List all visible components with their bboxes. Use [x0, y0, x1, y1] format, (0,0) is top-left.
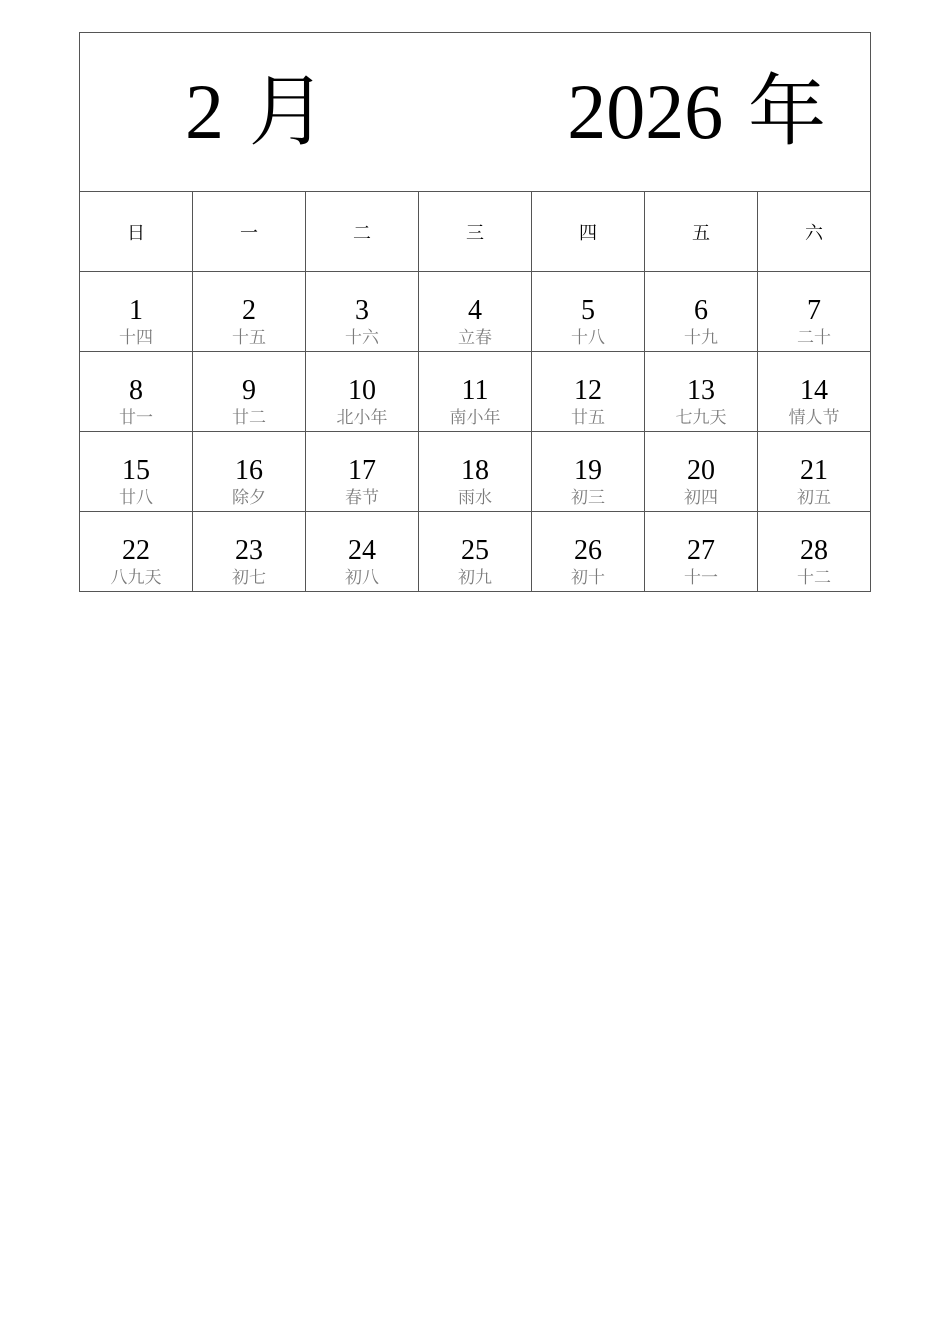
day-cell — [758, 272, 871, 352]
day-cell — [532, 432, 645, 512]
month-char: 月 — [248, 67, 327, 157]
day-cell — [193, 512, 306, 592]
day-cell — [80, 272, 193, 352]
weekday-sat: 六 — [758, 192, 871, 272]
day-number: 9 — [242, 375, 256, 406]
day-cell — [532, 272, 645, 352]
day-cell — [80, 432, 193, 512]
day-cell — [193, 352, 306, 432]
day-cell — [758, 432, 871, 512]
day-number: 10 — [348, 375, 376, 406]
day-cell — [419, 512, 532, 592]
calendar-table — [79, 32, 871, 592]
lunar-date: 廿二 — [232, 408, 266, 428]
day-number: 17 — [348, 455, 376, 486]
weekday-thu: 四 — [532, 192, 645, 272]
day-number: 25 — [461, 535, 489, 566]
day-cell — [419, 432, 532, 512]
day-number: 3 — [355, 295, 369, 326]
weekday-sun: 日 — [80, 192, 193, 272]
weekday-mon: 一 — [193, 192, 306, 272]
day-cell — [80, 352, 193, 432]
lunar-date: 南小年 — [449, 408, 501, 428]
weekday-wed: 三 — [419, 192, 532, 272]
calendar-header — [80, 33, 871, 192]
weeks-body — [80, 272, 871, 592]
day-number: 8 — [129, 375, 143, 406]
day-cell — [419, 352, 532, 432]
week-row — [80, 272, 871, 352]
lunar-date: 十六 — [345, 328, 379, 348]
month-title — [185, 67, 327, 157]
day-number: 18 — [461, 455, 489, 486]
lunar-date: 春节 — [345, 488, 379, 508]
week-row — [80, 352, 871, 432]
day-cell — [306, 352, 419, 432]
day-cell — [645, 352, 758, 432]
month-number: 2 — [185, 68, 224, 155]
lunar-date: 廿五 — [571, 408, 605, 428]
day-cell — [532, 512, 645, 592]
day-number: 2 — [242, 295, 256, 326]
year-number: 2026 — [567, 68, 724, 155]
lunar-date: 初五 — [797, 488, 831, 508]
day-cell — [419, 272, 532, 352]
day-number: 26 — [574, 535, 602, 566]
lunar-date: 除夕 — [232, 488, 266, 508]
day-number: 24 — [348, 535, 376, 566]
day-number: 28 — [800, 535, 828, 566]
lunar-date: 十四 — [119, 328, 153, 348]
day-number: 12 — [574, 375, 602, 406]
lunar-date: 二十 — [797, 328, 831, 348]
year-title — [567, 67, 826, 157]
day-cell — [306, 512, 419, 592]
day-number: 22 — [122, 535, 150, 566]
weekday-header-row — [80, 192, 871, 272]
day-number: 6 — [694, 295, 708, 326]
day-number: 4 — [468, 295, 482, 326]
lunar-date: 十二 — [797, 568, 831, 588]
lunar-date: 十五 — [232, 328, 266, 348]
day-cell — [758, 352, 871, 432]
day-cell — [532, 352, 645, 432]
day-cell — [193, 432, 306, 512]
day-number: 20 — [687, 455, 715, 486]
weekday-tue: 二 — [306, 192, 419, 272]
lunar-date: 雨水 — [458, 488, 492, 508]
year-char: 年 — [747, 67, 826, 157]
day-cell — [306, 432, 419, 512]
weekday-fri: 五 — [645, 192, 758, 272]
day-number: 13 — [687, 375, 715, 406]
lunar-date: 立春 — [458, 328, 492, 348]
day-cell — [193, 272, 306, 352]
day-cell — [758, 512, 871, 592]
lunar-date: 廿八 — [119, 488, 153, 508]
lunar-date: 初三 — [571, 488, 605, 508]
lunar-date: 北小年 — [336, 408, 388, 428]
lunar-date: 初八 — [345, 568, 379, 588]
day-cell — [80, 512, 193, 592]
day-number: 16 — [235, 455, 263, 486]
day-cell — [306, 272, 419, 352]
day-number: 15 — [122, 455, 150, 486]
day-cell — [645, 512, 758, 592]
lunar-date: 初七 — [232, 568, 266, 588]
lunar-date: 十八 — [571, 328, 605, 348]
lunar-date: 廿一 — [119, 408, 153, 428]
day-number: 19 — [574, 455, 602, 486]
day-number: 27 — [687, 535, 715, 566]
lunar-date: 初十 — [571, 568, 605, 588]
week-row — [80, 432, 871, 512]
lunar-date: 情人节 — [788, 408, 840, 428]
day-number: 7 — [807, 295, 821, 326]
week-row — [80, 512, 871, 592]
day-number: 5 — [581, 295, 595, 326]
day-number: 1 — [129, 295, 143, 326]
day-number: 11 — [461, 375, 489, 406]
day-cell — [645, 272, 758, 352]
lunar-date: 十九 — [684, 328, 718, 348]
lunar-date: 初九 — [458, 568, 492, 588]
day-cell — [645, 432, 758, 512]
day-number: 23 — [235, 535, 263, 566]
day-number: 14 — [800, 375, 828, 406]
lunar-date: 七九天 — [675, 408, 727, 428]
day-number: 21 — [800, 455, 828, 486]
lunar-date: 初四 — [684, 488, 718, 508]
lunar-date: 八九天 — [110, 568, 162, 588]
lunar-date: 十一 — [684, 568, 718, 588]
